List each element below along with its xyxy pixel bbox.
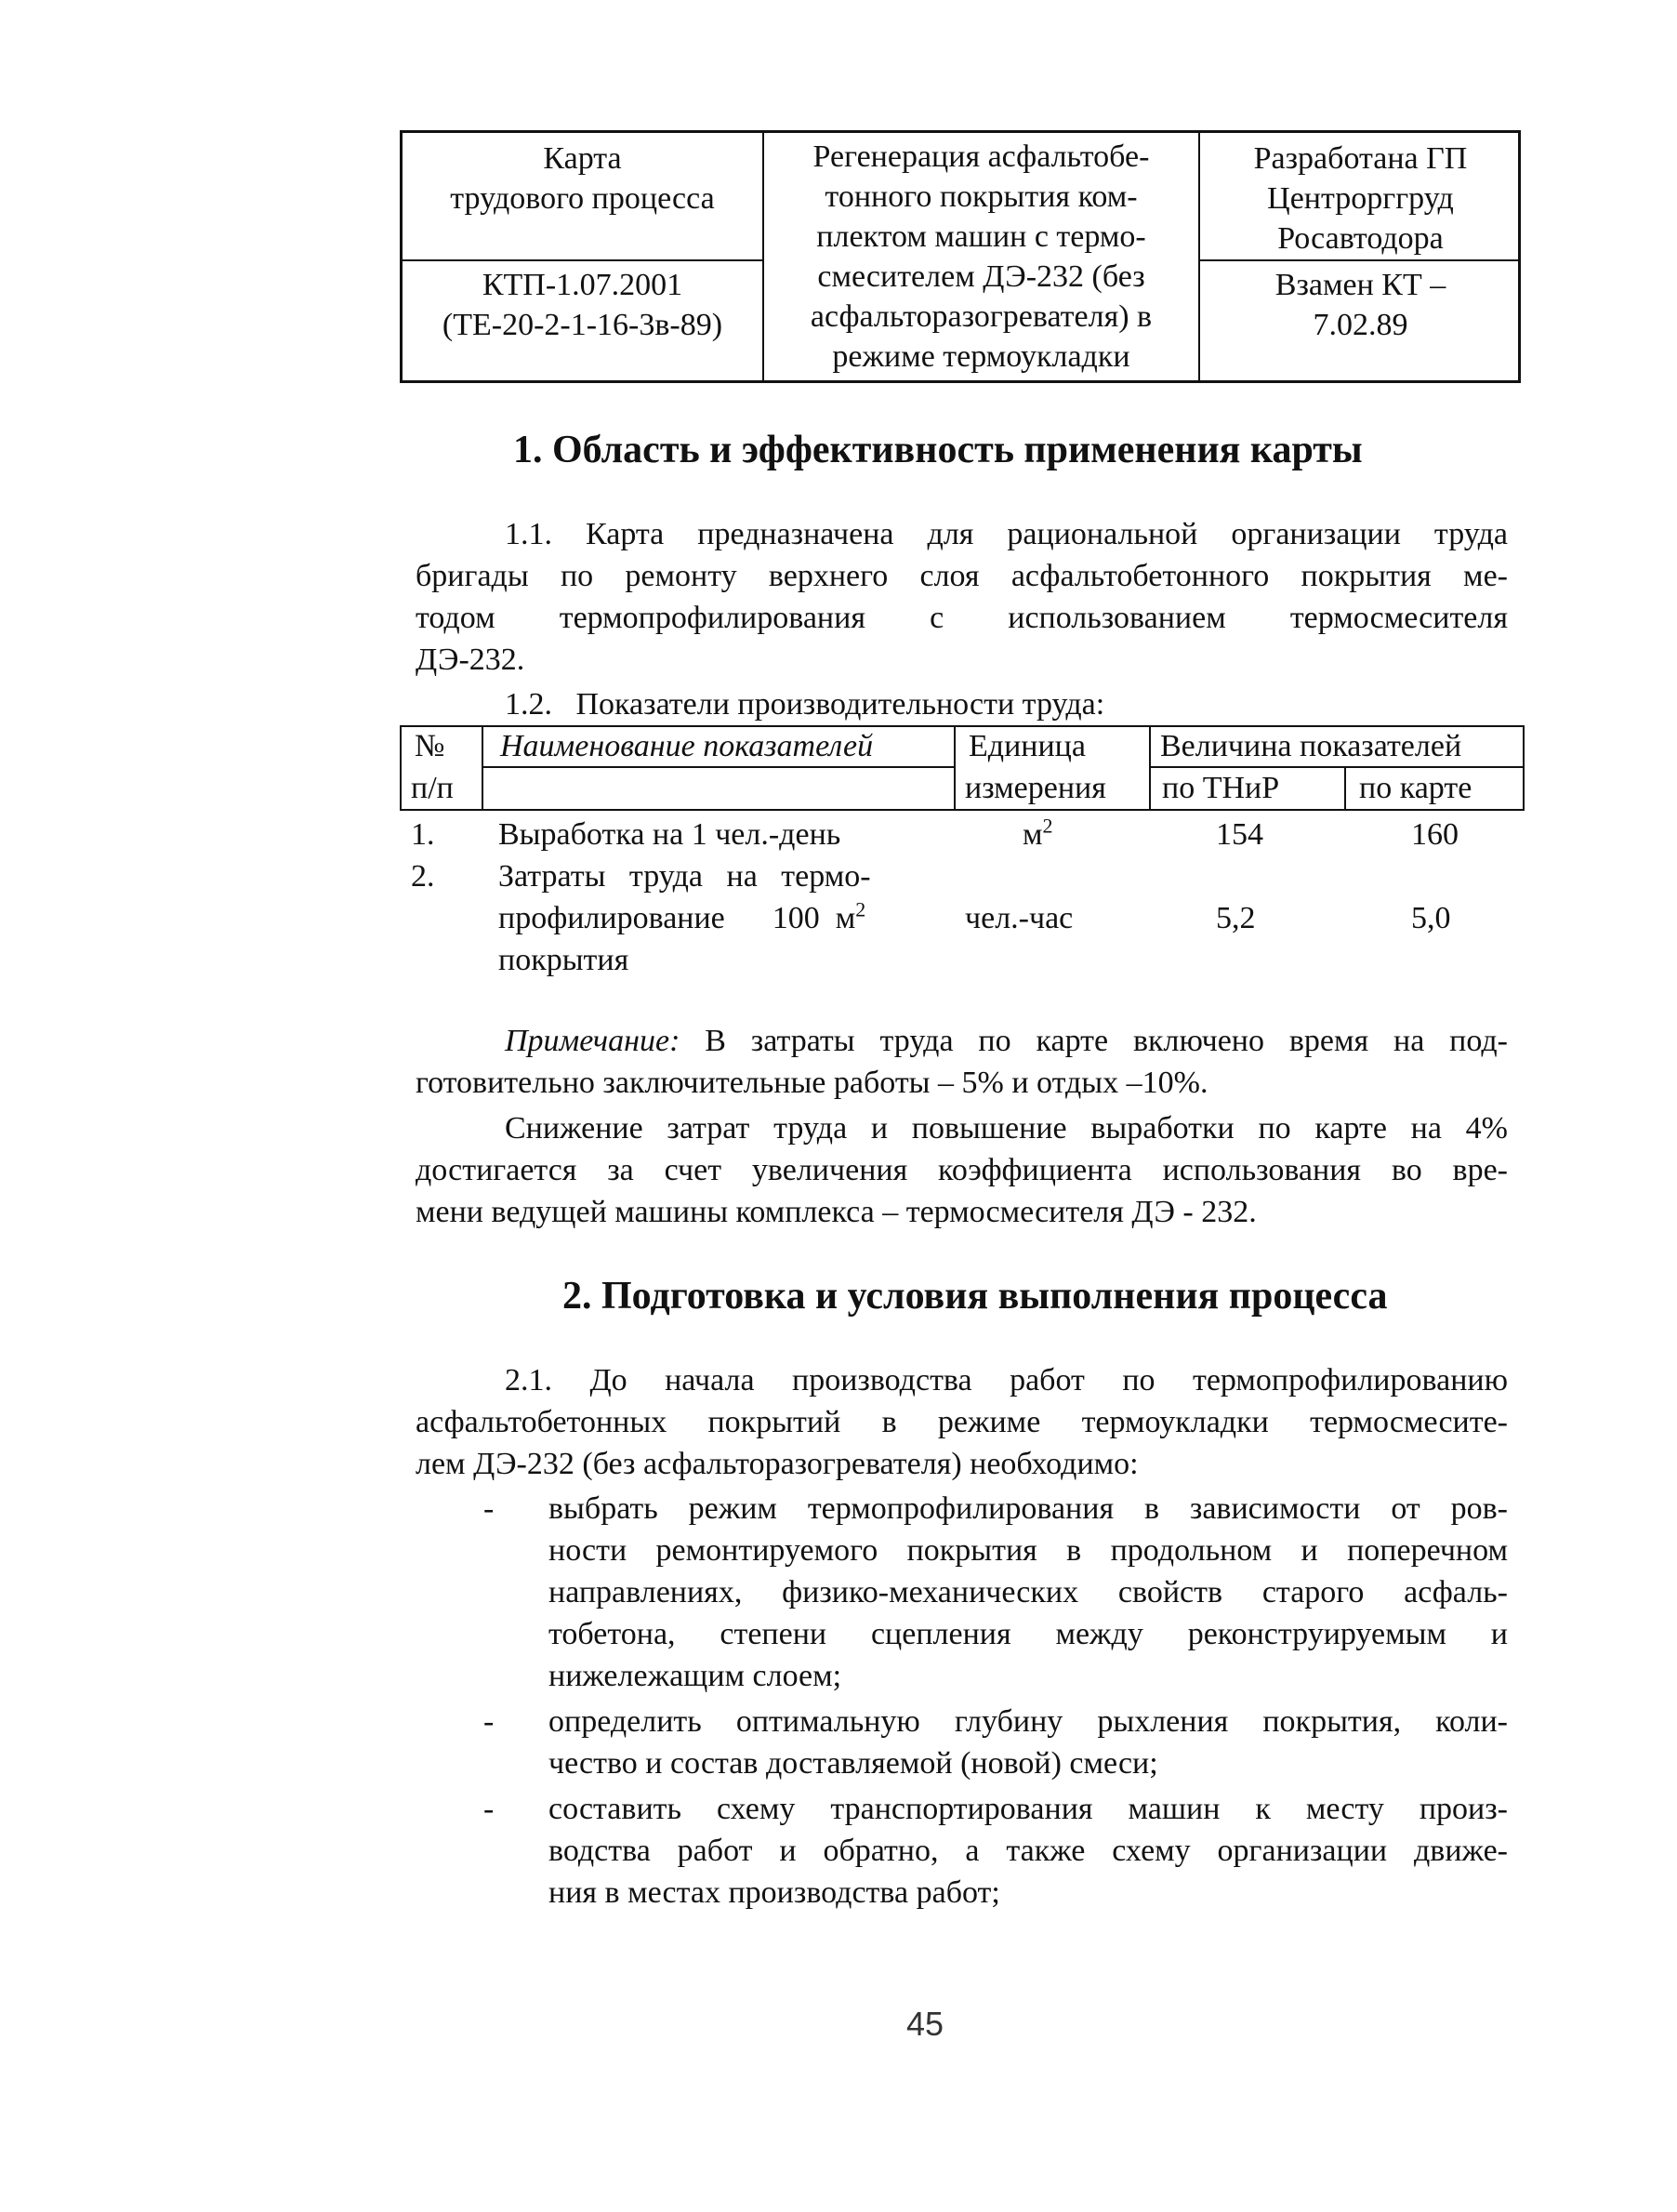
note-paragraph <box>416 1020 1508 1104</box>
developer-line: Центрорггруд <box>1267 181 1454 216</box>
text-line: асфальтобетонных покрытий в режиме термоукладки термосмесите- <box>416 1405 1508 1439</box>
text-line: Снижение затрат труда и повышение выработки по карте на 4% <box>505 1111 1508 1146</box>
row-2-unit: чел.-час <box>965 901 1074 935</box>
dash-bullet: - <box>483 1491 495 1526</box>
note-label: Примечание: <box>505 1024 680 1058</box>
list-item <box>483 1701 1508 1784</box>
row-1-tnir: 154 <box>1216 817 1263 852</box>
dash-bullet: - <box>483 1792 495 1826</box>
performance-table-header <box>400 725 1525 811</box>
text-line: бригады по ремонту верхнего слоя асфальтобетонного покрытия ме- <box>416 559 1508 593</box>
row-1-name: Выработка на 1 чел.-день <box>498 817 841 852</box>
reduction-paragraph <box>416 1107 1508 1233</box>
text-line: ДЭ-232. <box>416 642 525 677</box>
replaces-cell <box>1200 265 1521 345</box>
card-title-line: Регенерация асфальтобе- <box>812 139 1150 174</box>
card-code-cell <box>403 265 762 345</box>
text-line <box>416 1020 1508 1062</box>
col-unit-header-2: измерения <box>965 771 1106 805</box>
col-card-header: по карте <box>1359 771 1472 805</box>
header-divider <box>1200 259 1521 261</box>
row-2-tnir: 5,2 <box>1216 901 1256 935</box>
col-name-header: Наименование показателей <box>500 729 874 763</box>
row-2-name-line: Затраты труда на термо- <box>498 859 871 894</box>
card-title-cell <box>764 137 1198 377</box>
page-number: 45 <box>906 2005 944 2043</box>
text-line: достигается за счет увеличения коэффициента использования во вре- <box>416 1153 1508 1187</box>
card-type-line: трудового процесса <box>450 181 715 216</box>
unit-superscript: 2 <box>1042 814 1053 838</box>
text-line: чество и состав доставляемой (новой) смеси; <box>548 1746 1158 1781</box>
card-title-line: режиме термоукладки <box>832 339 1130 374</box>
list-item-text <box>548 1488 1508 1697</box>
row-2-card: 5,0 <box>1411 901 1451 935</box>
card-code-line: КТП-1.07.2001 <box>482 268 683 302</box>
card-title-line: смесителем ДЭ-232 (без <box>817 259 1145 294</box>
text-line: готовительно заключительные работы – 5% и отдых –10%. <box>416 1066 1208 1100</box>
card-title-line: плектом машин с термо- <box>816 219 1146 254</box>
text-line: направлениях, физико-механических свойств старого асфаль- <box>548 1575 1508 1609</box>
header-divider <box>403 259 762 261</box>
text-line: мени ведущей машины комплекса – термосмесителя ДЭ - 232. <box>416 1195 1257 1229</box>
card-title-line: асфальторазогревателя) в <box>810 299 1153 334</box>
section-1-title: 1. Область и эффективность применения карты <box>513 429 1363 471</box>
text-line: выбрать режим термопрофилирования в зависимости от ров- <box>548 1491 1508 1526</box>
card-title-line: тонного покрытия ком- <box>825 179 1138 214</box>
paragraph-2-1 <box>416 1359 1508 1485</box>
unit-text: м <box>1023 817 1043 852</box>
row-2-name-line: покрытия <box>498 943 629 977</box>
text-line: ности ремонтируемого покрытия в продольном и поперечном <box>548 1533 1508 1568</box>
list-item <box>483 1488 1508 1697</box>
unit-superscript: 2 <box>855 897 866 921</box>
paragraph-1-1 <box>416 513 1508 681</box>
row-1-num: 1. <box>411 817 435 852</box>
row-2-name-line <box>498 897 865 939</box>
col-tnir-header: по ТНиР <box>1162 771 1280 805</box>
row-2-num: 2. <box>411 859 435 894</box>
developer-line: Росавтодора <box>1277 221 1444 256</box>
list-item-text <box>548 1701 1508 1784</box>
dash-bullet: - <box>483 1704 495 1739</box>
text-line: 1.1. Карта предназначена для рациональной организации труда <box>505 517 1508 551</box>
col-value-header: Величина показателей <box>1160 729 1462 763</box>
text-line: лем ДЭ-232 (без асфальторазогревателя) необходимо: <box>416 1447 1139 1481</box>
list-item-text <box>548 1788 1508 1914</box>
header-table <box>400 130 1521 383</box>
text-line: тобетона, степени сцепления между реконструируемым и <box>548 1617 1508 1651</box>
preparation-list <box>483 1488 1508 1917</box>
list-item <box>483 1788 1508 1914</box>
text-line: тодом термопрофилирования с использованием термосмесителя <box>416 601 1508 635</box>
text-line: 2.1. До начала производства работ по термопрофилированию <box>505 1363 1508 1397</box>
card-code-line: (ТЕ-20-2-1-16-3в-89) <box>442 308 723 342</box>
col-num-header-2: п/п <box>411 771 454 805</box>
col-num-header: № <box>415 729 445 763</box>
card-type-line: Карта <box>543 141 622 176</box>
note-text: В затраты труда по карте включено время на под- <box>680 1024 1508 1058</box>
section-2-title: 2. Подготовка и условия выполнения процесса <box>562 1275 1388 1318</box>
text-line: определить оптимальную глубину рыхления покрытия, коли- <box>548 1704 1508 1739</box>
row-1-card: 160 <box>1411 817 1459 852</box>
header-cell <box>482 766 956 811</box>
name-text: профилирование 100 м <box>498 901 856 935</box>
text-line: составить схему транспортирования машин к месту произ- <box>548 1792 1508 1826</box>
replaces-line: Взамен КТ – <box>1274 268 1446 302</box>
developer-cell <box>1200 139 1521 258</box>
paragraph-1-2: 1.2. Показатели производительности труда: <box>505 687 1105 722</box>
col-unit-header: Единица <box>969 729 1086 763</box>
row-1-unit <box>1023 814 1053 855</box>
card-type-cell <box>403 139 762 219</box>
text-line: ния в местах производства работ; <box>548 1875 1000 1910</box>
text-line: нижележащим слоем; <box>548 1659 842 1693</box>
text-line: водства работ и обратно, а также схему организации движе- <box>548 1834 1508 1868</box>
developer-line: Разработана ГП <box>1253 141 1468 176</box>
replaces-line: 7.02.89 <box>1313 308 1408 342</box>
